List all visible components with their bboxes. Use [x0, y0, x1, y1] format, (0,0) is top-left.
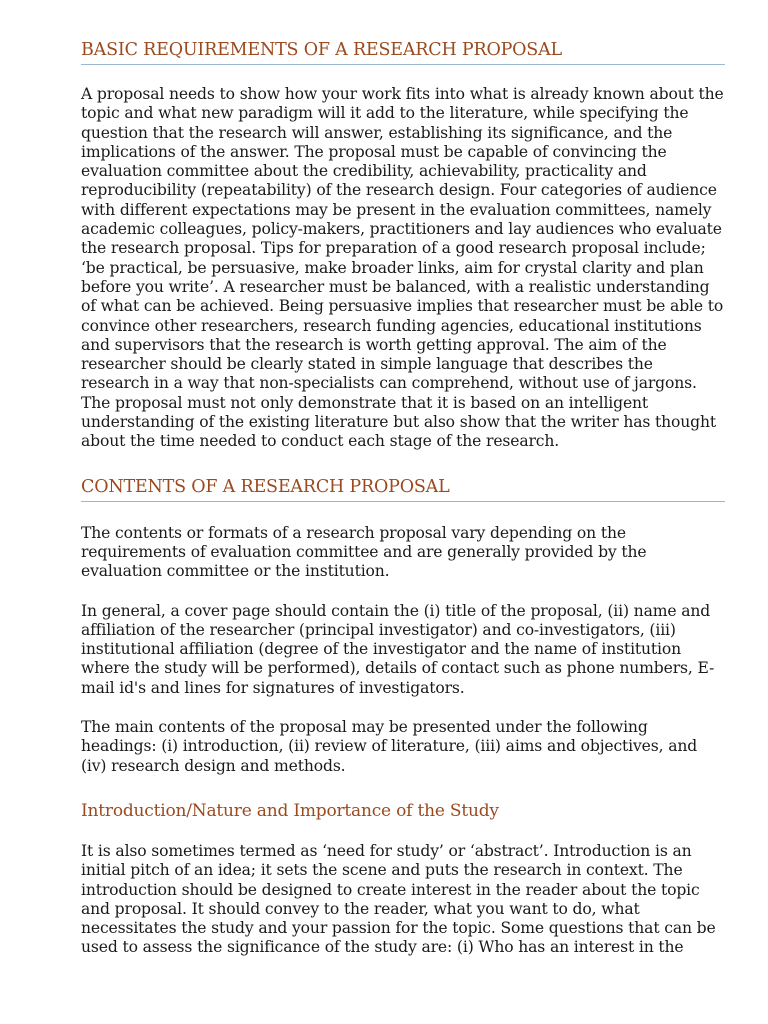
section-heading-basic-requirements: BASIC REQUIREMENTS OF A RESEARCH PROPOSAL — [81, 40, 725, 65]
paragraph-basic-requirements: A proposal needs to show how your work fits into what is already known about the topic and what new paradigm will it add to the literature, while specifying the question that the research will answer, establishing its significance, and the implications of the answer. The proposal must be capable of convincing the evaluation committee about the credibility, achievability, practicality and reproducibility (repeatability) of the research design. Four categories of audience with different expectations may be present in the evaluation committees, namely academic colleagues, policy-makers, practitioners and lay audiences who evaluate the research proposal. Tips for preparation of a good research proposal include; ‘be practical, be persuasive, make broader links, aim for crystal clarity and plan before you write’. A researcher must be balanced, with a realistic understanding of what can be achieved. Being persuasive implies that researcher must be able to convince other researchers, research funding agencies, educational institutions and supervisors that the research is worth getting approval. The aim of the researcher should be clearly stated in simple language that describes the research in a way that non-specialists can comprehend, without use of jargons. The proposal must not only demonstrate that it is based on an intelligent understanding of the existing literature but also show that the writer has thought about the time needed to conduct each stage of the research. — [81, 85, 724, 451]
document-page — [81, 40, 725, 958]
subheading-introduction: Introduction/Nature and Importance of the Study — [81, 800, 499, 821]
section-heading-contents: CONTENTS OF A RESEARCH PROPOSAL — [81, 477, 725, 502]
paragraph-contents-formats: The contents or formats of a research proposal vary depending on the requirements of evaluation committee and are generally provided by the evaluation committee or the institution. — [81, 523, 647, 581]
paragraph-main-contents: The main contents of the proposal may be presented under the following headings: (i) introduction, (ii) review of literature, (iii) aims and objectives, and (iv) research design and methods. — [81, 718, 698, 775]
paragraph-cover-page: In general, a cover page should contain the (i) title of the proposal, (ii) name and affiliation of the researcher (principal investigator) and co-investigators, (iii) institutional affiliation (degree of the investigator and the name of institution where the study will be performed), details of contact such as phone numbers, E-mail id's and lines for signatures of investigators. — [81, 601, 715, 697]
paragraph-introduction: It is also sometimes termed as ‘need for study’ or ‘abstract’. Introduction is an initial pitch of an idea; it sets the scene and puts the research in context. The introduction should be designed to create interest in the reader about the topic and proposal. It should convey to the reader, what you want to do, what necessitates the study and your passion for the topic. Some questions that can be used to assess the significance of the study are: (i) Who has an interest in the — [81, 841, 716, 957]
